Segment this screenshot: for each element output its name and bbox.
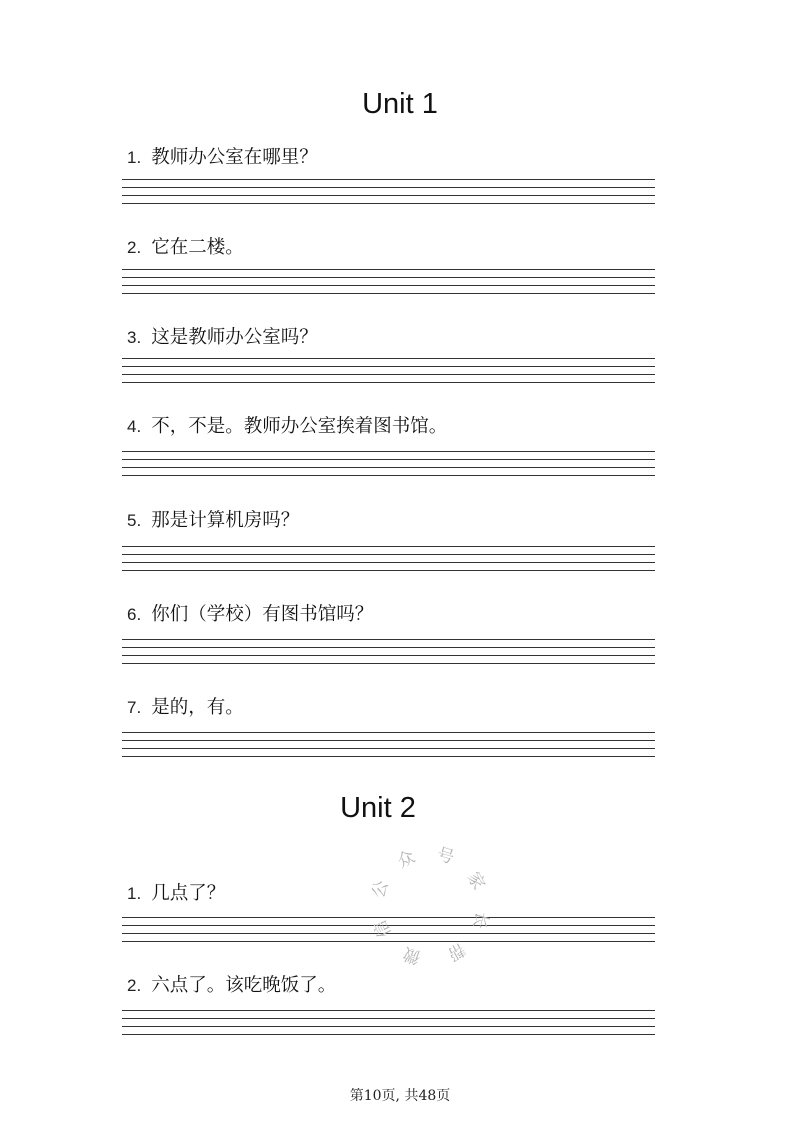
page-footer: 第10页, 共48页: [349, 1088, 451, 1104]
question-text: 你们（学校）有图书馆吗？: [151, 604, 374, 625]
watermark-glyph: 长: [468, 909, 493, 931]
question-item: [127, 510, 299, 532]
question-number: 2.: [127, 976, 142, 995]
watermark-glyph: 公: [368, 878, 393, 901]
question-item: [127, 147, 318, 169]
question-text: 几点了？: [151, 883, 226, 904]
watermark-glyph: 众: [394, 846, 419, 873]
question-text: 不，不是。教师办公室挨着图书馆。: [151, 416, 448, 437]
writing-lines: [122, 451, 655, 481]
writing-lines: [122, 732, 655, 762]
question-number: 1.: [127, 148, 142, 167]
question-item: [127, 883, 225, 905]
writing-lines: [122, 269, 655, 299]
question-item: [127, 604, 373, 626]
writing-lines: [122, 546, 655, 576]
question-item: [127, 975, 336, 997]
question-number: 4.: [127, 417, 142, 436]
question-text: 六点了。该吃晚饭了。: [151, 975, 337, 996]
writing-lines: [122, 639, 655, 669]
question-number: 1.: [127, 884, 142, 903]
question-text: 是的，有。: [151, 697, 244, 718]
question-text: 这是教师办公室吗？: [151, 327, 318, 348]
question-text: 它在二楼。: [151, 237, 244, 258]
watermark-seal: [355, 840, 505, 970]
watermark-seal-icon: [355, 840, 505, 970]
question-item: [127, 697, 244, 719]
writing-lines: [122, 358, 655, 388]
question-number: 7.: [127, 698, 142, 717]
question-item: [127, 327, 318, 349]
question-text: 那是计算机房吗？: [151, 510, 300, 531]
question-number: 3.: [127, 328, 142, 347]
watermark-glyph: 家: [462, 868, 489, 894]
watermark-glyph: 微: [400, 942, 424, 968]
writing-lines: [122, 1010, 655, 1040]
watermark-glyph: 号: [434, 844, 457, 869]
watermark-glyph: 帮: [443, 938, 469, 964]
writing-lines: [122, 179, 655, 209]
unit-title: Unit 2: [340, 792, 416, 824]
question-item: [127, 416, 447, 438]
question-number: 5.: [127, 511, 142, 530]
question-number: 2.: [127, 238, 142, 257]
question-text: 教师办公室在哪里？: [151, 147, 318, 168]
question-number: 6.: [127, 605, 142, 624]
unit-title: Unit 1: [362, 88, 438, 120]
watermark-glyph: 信: [370, 916, 396, 941]
question-item: [127, 237, 244, 259]
